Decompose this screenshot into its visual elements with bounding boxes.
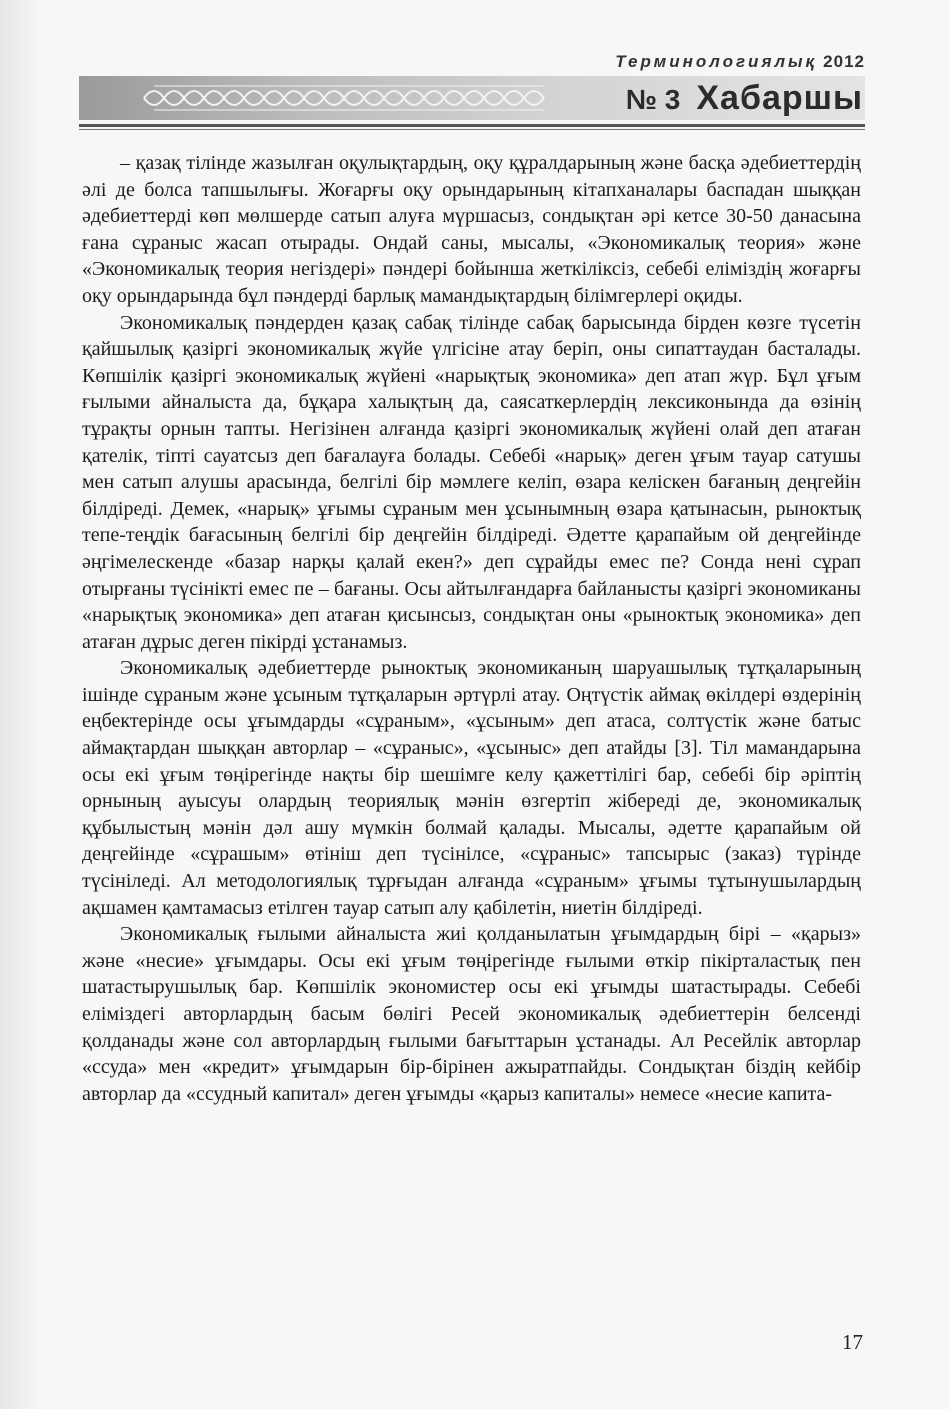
header-rule-thick <box>79 124 865 127</box>
journal-name: Терминологиялық <box>615 52 818 71</box>
page-edge-shadow <box>0 0 42 1409</box>
paragraph-3: Экономикалық әдебиеттерде рыноктық экономиканың шаруашылық тұтқаларының ішінде сұраным және ұсыным тұтқаларын әртүрлі атау. Оңтүстік аймақ өкілдері өздерінің еңбектерінде осы ұғымдарды «сұраным», «ұсыным» деп атаса, солтүстік және батыс аймақтардан шыққан авторлар – «сұраныс», «ұсыныс» деп атайды [3]. Тіл мамандарына осы екі ұғым төңірегінде нақты бір шешімге келу қажеттілігі бар, себебі бір әріптің орнының ауысуы олардың теориялық мәнін өзгертіп жібереді де, экономикалық құбылыстың мәнін дәл ашу мүмкін болмай қалады. Мысалы, әдетте қарапайым ой деңгейінде «сұрашым» өтініш деп түсінілсе, «сұраныс» тапсырыс (заказ) түрінде түсініледі. Ал методологиялық тұрғыдан алғанда «сұраным» ұғымы тұтынушылардың ақшамен қамтамасыз етілген тауар сатып алу қабілетін, ниетін білдіреді. <box>82 657 861 919</box>
issue-title <box>626 76 863 120</box>
journal-year: 2012 <box>823 52 865 71</box>
issue-number: № 3 <box>625 84 681 115</box>
journal-name-line <box>615 52 865 72</box>
header-rule-thin <box>79 129 865 130</box>
article-body <box>82 150 861 1107</box>
kazakh-ornament-icon <box>139 78 559 118</box>
running-header <box>79 50 865 132</box>
paragraph-1: – қазақ тілінде жазылған оқулықтардың, оқу құралдарының және басқа әдебиеттердің әлі де болса тапшылығы. Жоғарғы оқу орындарының кітапханалары баспадан шыққан әдебиеттерді көп мөлшерде сатып алуға мүршасыз, сондықтан әрі кетсе 30-50 данасына ғана сұраныс жасап отырады. Ондай саны, мысалы, «Экономикалық теория» және «Экономикалық теория негіздері» пәндері бойынша жеткіліксіз, себебі еліміздің жоғарғы оқу орындарында бұл пәндерді барлық мамандықтардың білімгерлері оқиды. <box>82 152 861 307</box>
page-number: 17 <box>842 1330 863 1354</box>
paragraph-2: Экономикалық пәндерден қазақ сабақ тілінде сабақ барысында бірден көзге түсетін қайшылық қазіргі экономикалық жүйе үлгісіне атау беріп, оны сипаттаудан басталады. Көпшілік қазіргі экономикалық жүйені «нарықтық экономика» деп атап жүр. Бұл ұғым ғылыми айналыста да, бұқара халықтың да, саясаткерлердің лексиконында да өзінің тұрақты орнын тапты. Негізінен алғанда қазіргі экономикалық жүйені олай деп атаған қателік, тіпті сауатсыз деп бағалауға болады. Себебі «нарық» деген ұғым тауар сатушы мен сатып алушы арасында, белгілі бір мәмлеге келіп, өзара келіскен бағаның деңгейін білдіреді. Демек, «нарық» ұғымы сұраным мен ұсынымның өзара қатынасын, рыноктық тепе-теңдік бағасының белгілі бір деңгейін білдіреді. Әдетте қарапайым ой деңгейінде әңгімелескенде «базар нарқы қалай екен?» деп сұрайды емес пе? Сонда нені сұрап отырғаны түсінікті емес пе – бағаны. Осы айтылғандарға байланысты қазіргі экономиканы «нарықтық экономика» деп атаған қисынсыз, сондықтан оны «рыноктық экономика» деп атаған дұрыс деген пікірді ұстанамыз. <box>82 311 861 653</box>
bulletin-title: Хабаршы <box>696 79 863 117</box>
paragraph-4: Экономикалық ғылыми айналыста жиі қолданылатын ұғымдардың бірі – «қарыз» және «несие» ұғымдары. Осы екі ұғым төңірегінде ғылыми өткір пікірталастық пен шатастырушылық бар. Көпшілік экономистер осы екі ұғымды шатастырады. Себебі еліміздегі авторлардың басым бөлігі Ресей экономикалық әдебиеттерін белсенді қолданады және сол авторлардың ғылыми бағыттарын ұстанады. Ал Ресейлік авторлар «ссуда» мен «кредит» ұғымдарын бір-бірінен ажыратпайды. Сондықтан біздің кейбір авторлар да «ссудный капитал» деген ұғымды «қарыз капиталы» немесе «несие капита- <box>82 923 861 1105</box>
